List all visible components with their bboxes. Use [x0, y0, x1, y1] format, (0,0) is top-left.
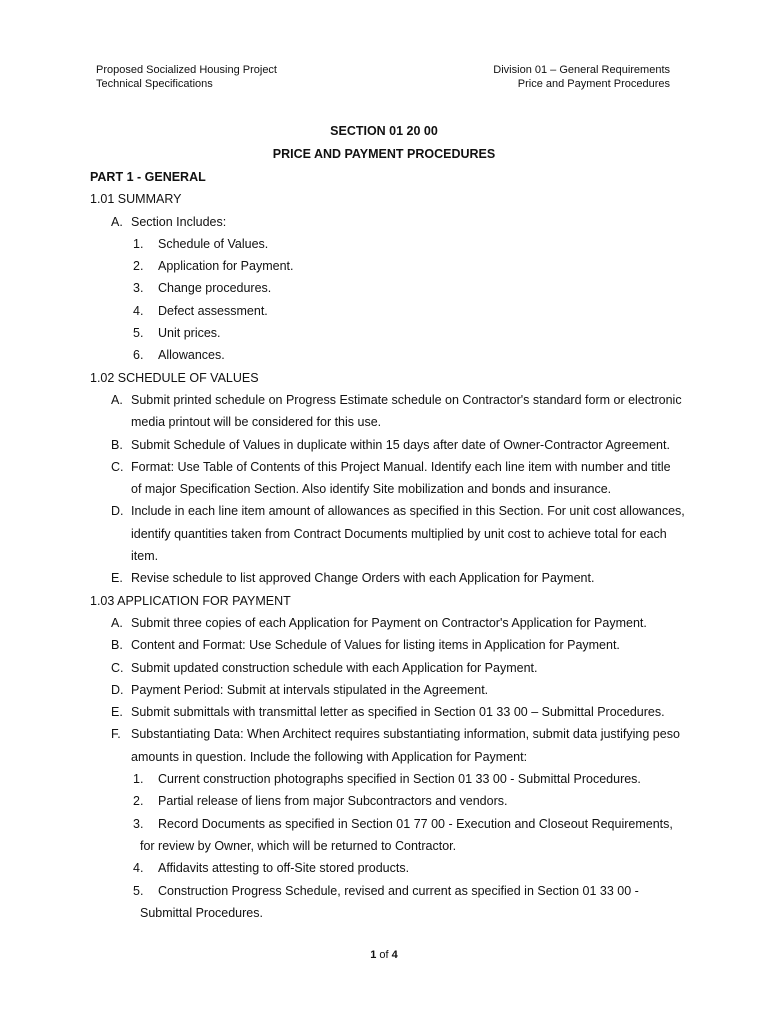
- paragraph-a: [90, 211, 680, 233]
- item-text: Change procedures.: [158, 281, 272, 296]
- paragraph-text: Substantiating Data: When Architect requires substantiating information, submit data justifying peso: [131, 727, 680, 742]
- paragraph-text: Submit submittals with transmittal letter as specified in Section 01 33 00 – Submittal Procedures.: [131, 705, 665, 720]
- list-item: [90, 233, 680, 255]
- section-topic: Price and Payment Procedures: [517, 78, 670, 90]
- item-text: Unit prices.: [158, 326, 221, 341]
- paragraph-continuation: of major Specification Section. Also identify Site mobilization and bonds and insurance.: [131, 482, 612, 497]
- page-of-label: of: [379, 949, 389, 961]
- list-item: [90, 880, 680, 902]
- paragraph-label: A.: [111, 214, 123, 229]
- paragraph-label: F.: [111, 727, 121, 742]
- paragraph-text: Section Includes:: [131, 214, 227, 229]
- paragraph-text: Content and Format: Use Schedule of Values for listing items in Application for Payment.: [131, 638, 620, 653]
- item-number: 1.: [133, 772, 144, 787]
- paragraph-a: [90, 389, 680, 411]
- list-item: [90, 322, 680, 344]
- item-text: Partial release of liens from major Subcontractors and vendors.: [158, 794, 508, 809]
- item-text: Record Documents as specified in Section 01 77 00 - Execution and Closeout Requirements,: [158, 816, 673, 831]
- list-item: [90, 768, 680, 790]
- item-number: 6.: [133, 348, 144, 363]
- item-number: 1.: [133, 236, 144, 251]
- list-item: [90, 857, 680, 879]
- paragraph-d: [90, 500, 685, 522]
- paragraph-label: B.: [111, 437, 123, 452]
- paragraph-label: D.: [111, 682, 124, 697]
- paragraph-a: [90, 612, 680, 634]
- document-body: [90, 166, 685, 924]
- paragraph-e: [90, 701, 680, 723]
- paragraph-text: Payment Period: Submit at intervals stipulated in the Agreement.: [131, 682, 489, 697]
- paragraph-continuation: item.: [131, 549, 159, 564]
- paragraph-f: [90, 723, 680, 745]
- paragraph-b: [90, 434, 680, 456]
- item-text: Construction Progress Schedule, revised and current as specified in Section 01 33 00 -: [158, 883, 639, 898]
- paragraph-continuation: identify quantities taken from Contract Documents multiplied by unit cost to achieve total for each: [131, 526, 667, 541]
- section-title: PRICE AND PAYMENT PROCEDURES: [272, 147, 496, 161]
- paragraph-label: B.: [111, 638, 123, 653]
- item-text: Current construction photographs specified in Section 01 33 00 - Submittal Procedures.: [158, 772, 641, 787]
- paragraph-continuation: amounts in question. Include the following with Application for Payment:: [131, 749, 528, 764]
- page-header-right: [493, 63, 670, 91]
- paragraph-b: [90, 634, 680, 656]
- total-page-count: 4: [391, 949, 398, 961]
- article-heading-application-for-payment: 1.03 APPLICATION FOR PAYMENT: [90, 593, 291, 608]
- paragraph-label: D.: [111, 504, 124, 519]
- paragraph-c: [90, 456, 680, 478]
- item-number: 4.: [133, 303, 144, 318]
- paragraph-text: Submit Schedule of Values in duplicate within 15 days after date of Owner-Contractor Agreement.: [131, 437, 670, 452]
- current-page-number: 1: [370, 949, 377, 961]
- list-item-continuation: for review by Owner, which will be returned to Contractor.: [140, 838, 457, 853]
- item-number: 3.: [133, 816, 144, 831]
- list-item: [90, 300, 680, 322]
- division-name: Division 01 – General Requirements: [493, 64, 670, 76]
- document-type: Technical Specifications: [96, 78, 213, 90]
- item-number: 4.: [133, 861, 144, 876]
- article-heading-summary: 1.01 SUMMARY: [90, 192, 182, 207]
- part-heading: PART 1 - GENERAL: [90, 170, 206, 184]
- section-number: SECTION 01 20 00: [330, 124, 438, 138]
- item-text: Affidavits attesting to off-Site stored products.: [158, 861, 410, 876]
- list-item: [90, 344, 680, 366]
- list-item: [90, 790, 680, 812]
- paragraph-c: [90, 657, 680, 679]
- item-number: 2.: [133, 794, 144, 809]
- item-text: Schedule of Values.: [158, 236, 269, 251]
- list-item-continuation: Submittal Procedures.: [140, 905, 263, 920]
- paragraph-label: A.: [111, 392, 123, 407]
- paragraph-e: [90, 567, 680, 589]
- paragraph-text: Format: Use Table of Contents of this Project Manual. Identify each line item with number and title: [131, 459, 671, 474]
- paragraph-text: Revise schedule to list approved Change Orders with each Application for Payment.: [131, 571, 595, 586]
- list-item: [90, 277, 680, 299]
- paragraph-label: C.: [111, 660, 124, 675]
- paragraph-label: E.: [111, 705, 123, 720]
- paragraph-d: [90, 679, 680, 701]
- page-footer: [0, 949, 768, 961]
- item-text: Application for Payment.: [158, 259, 294, 274]
- paragraph-label: A.: [111, 615, 123, 630]
- paragraph-text: Submit three copies of each Application for Payment on Contractor's Application for Payment.: [131, 615, 647, 630]
- item-number: 2.: [133, 259, 144, 274]
- item-number: 5.: [133, 326, 144, 341]
- article-heading-schedule-of-values: 1.02 SCHEDULE OF VALUES: [90, 370, 259, 385]
- item-text: Allowances.: [158, 348, 225, 363]
- paragraph-continuation: media printout will be considered for this use.: [131, 415, 382, 430]
- paragraph-text: Submit updated construction schedule with each Application for Payment.: [131, 660, 538, 675]
- list-item: [90, 813, 680, 835]
- item-number: 3.: [133, 281, 144, 296]
- item-text: Defect assessment.: [158, 303, 268, 318]
- paragraph-text: Submit printed schedule on Progress Estimate schedule on Contractor's standard form or electronic: [131, 392, 682, 407]
- project-name: Proposed Socialized Housing Project: [96, 64, 277, 76]
- page-header-left: [96, 63, 277, 91]
- paragraph-label: C.: [111, 459, 124, 474]
- paragraph-text: Include in each line item amount of allowances as specified in this Section. For unit cost allowances,: [131, 504, 685, 519]
- item-number: 5.: [133, 883, 144, 898]
- list-item: [90, 255, 680, 277]
- paragraph-label: E.: [111, 571, 123, 586]
